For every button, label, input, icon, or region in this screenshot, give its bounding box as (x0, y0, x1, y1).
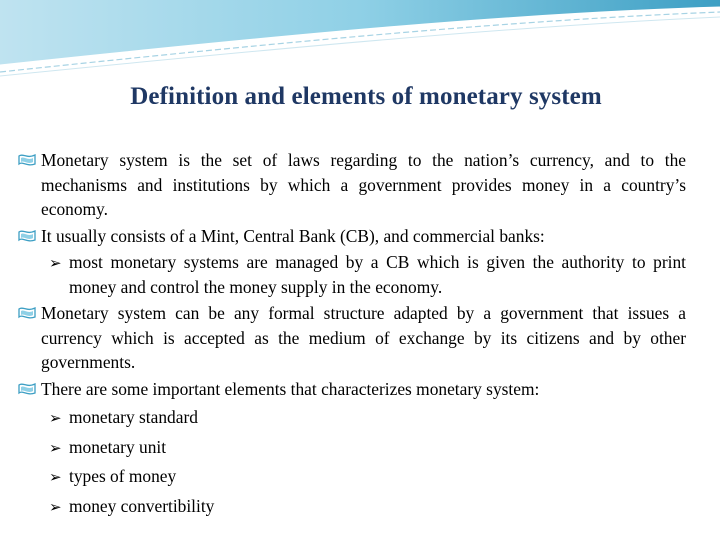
bullet-text: Monetary system is the set of laws regarding to the nation’s currency, and to the mechanisms and institutions by which a government provides money in a country’s economy. (41, 150, 686, 219)
arrow-bullet-icon: ➢ (49, 468, 62, 486)
arrow-bullet-icon: ➢ (49, 254, 62, 272)
sub-bullet-item (18, 464, 686, 489)
sub-bullet-item (18, 250, 686, 299)
header-decoration (0, 0, 720, 80)
bullet-item (18, 301, 686, 375)
arrow-bullet-icon: ➢ (49, 409, 62, 427)
flag-bullet-icon (18, 306, 36, 320)
bullet-text: There are some important elements that characterizes monetary system: (41, 378, 540, 399)
sub-bullet-item (18, 435, 686, 460)
sub-bullet-item (18, 405, 686, 430)
bullet-item (18, 148, 686, 222)
sub-bullet-text: types of money (69, 466, 177, 486)
flag-bullet-icon (18, 229, 36, 243)
elements-list (18, 405, 686, 518)
arrow-bullet-icon: ➢ (49, 438, 62, 457)
arrow-bullet-icon: ➢ (49, 497, 62, 516)
bullet-text: It usually consists of a Mint, Central Bank (CB), and commercial banks: (41, 225, 545, 246)
flag-bullet-icon (18, 153, 36, 167)
sub-bullet-text: monetary standard (69, 407, 198, 427)
slide-title: Definition and elements of monetary system (130, 83, 602, 110)
sub-bullet-item (18, 494, 686, 519)
bullet-item (18, 224, 686, 249)
sub-bullet-text: most monetary systems are managed by a CB which is given the authority to print money and control the money supply in the economy. (69, 252, 686, 297)
sub-bullet-text: monetary unit (69, 436, 167, 457)
bullet-text: Monetary system can be any formal structure adapted by a government that issues a currency which is accepted as the medium of exchange by its citizens and by other governments. (41, 303, 686, 372)
sub-bullet-text: money convertibility (69, 495, 215, 516)
slide-body (18, 148, 686, 523)
flag-bullet-icon (18, 382, 36, 396)
bullet-item (18, 377, 686, 402)
